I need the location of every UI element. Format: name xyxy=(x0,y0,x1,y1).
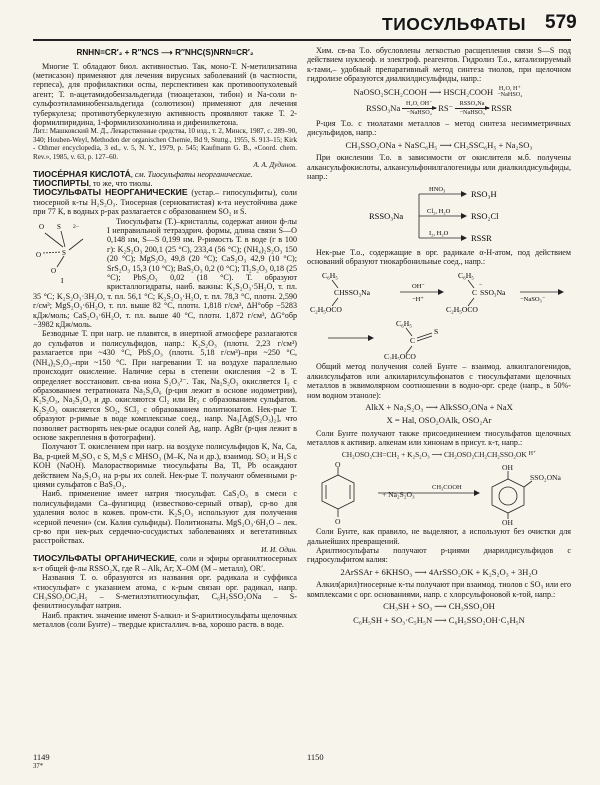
svg-text:I₂, H₂O: I₂, H₂O xyxy=(429,229,449,237)
svg-text:O: O xyxy=(335,461,341,470)
signature-mark: 37* xyxy=(33,763,44,770)
svg-text:OH: OH xyxy=(502,463,513,473)
equation-thiolate: CH₃SSO₂ONa + NaSC₆H₅ ⟶ CH₃SSC₆H₅ + Na₂SO₃ xyxy=(345,139,533,150)
svg-text:O: O xyxy=(39,222,45,231)
svg-text:C₂H₅OCO: C₂H₅OCO xyxy=(310,305,342,315)
paragraph-base-reaction: Нек-рые Т.о., содержащие в орг. радикале α-H-атом, под действием оснований образуют тиокарбонильные соед., напр.: xyxy=(307,247,571,266)
page-header xyxy=(0,0,600,46)
svg-text:Cl₂, H₂O: Cl₂, H₂O xyxy=(427,207,451,215)
thiosulfate-anion-structure xyxy=(33,219,101,285)
svg-text:RSSO₃Na: RSSO₃Na xyxy=(369,210,404,221)
svg-text:O: O xyxy=(36,250,42,259)
reactant: NaOSO₂SCH₂COOH ⟶ HSCH₂COOH xyxy=(353,86,494,97)
paragraph-addition: Соли Бунте получают также присоединением тиосульфатов щелочных металлов к активир. алкенам или хинонам в присут. к-т, напр.: xyxy=(307,428,571,448)
paragraph-preparation: Получают Т. окислением при нагр. на воздухе полисульфидов K, Na, Ca, Ba, р-цией M₂SO₃ с S, M₂S с MHSO₃ (M–K, Na и др.), взаимод. SO₂ и H₂S с KOH (NaOH). Малорастворимые тиосульфаты Ba, Tl, Pb осаждают действием Na₂S₂O₃ на р-ры их солей. Нек-рые Т. получают обменными р-циями сульфатов с BaS₂O₃. xyxy=(33,442,297,489)
running-title: ТИОСУЛЬФАТЫ xyxy=(382,14,526,34)
svg-text:RSO₂Cl: RSO₂Cl xyxy=(471,210,499,221)
svg-text:SSO₂ONa: SSO₂ONa xyxy=(530,473,561,483)
paragraph-oxidation: При окислении Т.о. в зависимости от окислителя м.б. получены алкансульфокислоты, алкансульфонилгалогениды или диалкилдисульфиды, напр.: xyxy=(307,153,571,182)
svg-text:I: I xyxy=(61,276,64,285)
header-rule xyxy=(33,39,571,41)
svg-text:+ Na₂S₂O₃: + Na₂S₂O₃ xyxy=(382,490,415,500)
paragraph-applications: Наиб. применение имеет натрия тиосульфат. CaS₂O₃ в смеси с полисульфидами Ca–фунгицид (известково-серный отвар), ср-во для удаления волос в кожев. пром-сти. K₂S₂O₃ используют для получения «серной печени» (см. Калия сульфиды). Политионаты. MgS₂O₃·6H₂O – лек. ср-во при нек-рых сердечно-сосудистых заболеваниях и вегетативных расстройствах. xyxy=(33,489,297,546)
equation-methanethiol: CH₃SH + SO₃ ⟶ CH₃SSO₂OH xyxy=(383,601,495,612)
paragraph-aryl-thiosulfates: Арилтиосульфаты получают р-циями диарилдисульфидов с гидросульфитом калия: xyxy=(307,546,571,565)
term-reference: , то же, что тиолы. xyxy=(88,178,153,188)
term-heading: ТИОСУЛЬФАТЫ ОРГАНИЧЕСКИЕ xyxy=(33,553,175,564)
equation-bunte-salt: AlkX + Na₂S₂O₃ ⟶ AlkSSO₂ONa + NaX xyxy=(365,401,513,412)
svg-text:O: O xyxy=(335,517,341,526)
paragraph-thiosulfuric-acids: Алкил(арил)тиосерные к-ты получают при взаимод. тиолов с SO₃ или его комплексами с орг. основаниями, напр. с хлорсульфоновой к-той, напр.: xyxy=(307,580,571,599)
term-heading: ТИОСЕ́РНАЯ КИСЛОТА́ xyxy=(33,168,131,179)
entry-inorganic-thiosulfates xyxy=(33,188,297,216)
term-heading: ТИОСПИРТЫ xyxy=(33,177,89,188)
svg-text:2−: 2− xyxy=(73,223,79,230)
thiocarbonyl-scheme xyxy=(308,268,570,360)
paragraph-bunte-salts: Наиб. практич. значение имеют S-алкил- и S-арилтиосульфаты щелочных металлов (соли Бунте) – твердые кристаллич. в-ва, хорошо раств. в воде. xyxy=(33,610,297,630)
reaction-conditions: H₂O, H⁺ −NaHSO₄ xyxy=(497,84,523,99)
equation-substituent-definition: X = Hal, OSO₂OAlk, OSO₂Ar xyxy=(386,415,492,426)
svg-text:C₂H₅OCO: C₂H₅OCO xyxy=(446,305,478,315)
page-number: 579 xyxy=(545,12,577,33)
equation-alkaline-hydrolysis: RSSO₃Na H₂O, OH⁻ −NaHSO₄ RS⁻ RSSO₃Na −NaHSO₃ RSSR xyxy=(366,99,512,117)
svg-text:CHSSO₃Na: CHSSO₃Na xyxy=(334,288,370,298)
svg-text:HNO₃: HNO₃ xyxy=(429,185,446,193)
svg-text:C₆H₅: C₆H₅ xyxy=(322,271,338,281)
svg-text:OH⁻: OH⁻ xyxy=(412,283,425,291)
svg-text:C: C xyxy=(410,336,416,346)
entry-organic-thiosulfates xyxy=(33,554,297,573)
left-page-number: 1149 xyxy=(33,752,50,762)
equation-aryl: 2ArSSAr + 6KHSO₃ ⟶ 4ArSSO₂OK + K₂S₂O₃ + 3H₂O xyxy=(340,566,538,577)
svg-text:−H⁺: −H⁺ xyxy=(412,296,424,304)
svg-text:S: S xyxy=(434,327,439,337)
equation-thiophenol: C₆H₅SH + SO₃·C₅H₅N ⟶ C₆H₅SSO₂OH·C₅H₅N xyxy=(353,614,525,625)
author-signature: И. И. Один. xyxy=(261,544,297,554)
reaction-arrow: H₂O, OH⁻ −NaHSO₄ xyxy=(402,101,436,117)
paragraph-general-method: Общий метод получения солей Бунте – взаимод. алкилгалогенидов, алкилсульфатов или алкиларилсульфонатов с тиосульфатами щелочных металлов в эквимолярном соотношении в водно-орг. среде (напр., в 50%-ном водном этаноле): xyxy=(307,362,571,400)
paragraph-thiolate-reaction: Р-ция Т.о. с тиолатами металлов – метод синтеза несимметричных дисульфидов, напр.: xyxy=(307,119,571,138)
svg-text:C₂H₅OCO: C₂H₅OCO xyxy=(384,352,416,361)
svg-text:S: S xyxy=(57,222,61,231)
svg-text:OH: OH xyxy=(502,518,513,526)
svg-text:CH₃COOH: CH₃COOH xyxy=(432,484,462,492)
svg-text:O: O xyxy=(51,266,57,275)
svg-text:C₆H₅: C₆H₅ xyxy=(396,319,412,329)
svg-text:S: S xyxy=(62,248,66,257)
entry-text: , соли и эфиры органилтиосерных к-т общей ф-лы RSSO₂X, где R – Alk, Ar; X–OM (M – металл), OR′. xyxy=(33,554,297,573)
term-reference: , см. Тиосульфаты неорганические. xyxy=(130,169,253,179)
equation-alkene-addition: CH₂OSO₂CH=CH₂ + K₂S₂O₃ ⟶ CH₂OSO₂CH₂CH₂SSO₂OK H⁺ xyxy=(341,449,537,459)
svg-text:C₆H₅: C₆H₅ xyxy=(458,271,474,281)
svg-text:C: C xyxy=(472,288,478,298)
paragraph-decomposition: Безводные Т. при нагр. не плавятся, в инертной атмосфере разлагаются до сульфатов и полисульфидов, напр.: K₂S₂O₃ (плотн. 2,23 г/см³) разлагается при ~430 °C, PbS₂O₃ (плотн. 5,18 г/см³)–при ~250 °C, (NH₄)₂S₂O₃–при ~150 °C. При нагревании Т. на воздухе параллельно происходит окисление. Наличие серы в степени окисления −2 в Т. определяет восстановит. св-ва иона S₂O₃²⁻. Так, Na₂S₂O₃ окисляется I₂ с образованием тетратионата Na₂S₄O₆ (р-ция лежит в основе иодометрии), K₂S₂O₃, Na₂S₂O₃ и др. окисляются Cl₂ или Br₂ с образованием сульфатов. K₂S₂O₃ окисляется SO₂, SCl₂ с образованием политионатов. Нек-рые Т. образуют р-римые в воде комплексные соед., напр. Na₃[Ag(S₂O₃)₂], что позволяет растворять нек-рые осадки солей Ag, напр. AgBr (р-ция лежит в основе закрепления в фотографии). xyxy=(33,329,297,442)
author-signature: А. А. Дудинов. xyxy=(253,159,297,169)
right-page-number: 1150 xyxy=(307,752,324,762)
right-column xyxy=(307,46,571,742)
svg-text:−: − xyxy=(479,282,483,289)
svg-text:RSSR: RSSR xyxy=(471,232,492,243)
paragraph-no-isolation: Соли Бунте, как правило, не выделяют, а используют без очистки для дальнейших превращений. xyxy=(307,527,571,546)
equation-thiosemicarbazone: RNHN=CR′₂ + R″NCS ⟶ R″NHC(S)NRN=CR′₂ xyxy=(76,48,254,57)
quinone-scheme xyxy=(308,461,570,525)
svg-text:RSO₃H: RSO₃H xyxy=(471,188,497,199)
literature-list: Лит.: Машковский М. Д., Лекарственные средства, 10 изд., т. 2, Минск, 1987, с. 289–90, 340; Houben-Weyl, Methoden der organischen Chemie, Bd 9, Stuttg., 1955, S. 913–15; Kirk - Othmer encyclopedia, 3 ed., v. 5, N. Y., 1979, p. 545; Kaufmann G. B., «Coord. chem. Rev.», 1985, v. 63, p. 127–60. xyxy=(33,127,297,161)
equation-acid-hydrolysis xyxy=(307,86,571,99)
left-column xyxy=(33,46,297,742)
reaction-arrow: RSSO₃Na −NaHSO₃ xyxy=(455,101,489,117)
paragraph-bioactivity: Многие Т. обладают биол. активностью. Так, моно-Т. N-метилизатина (метисазон) применяют для лечения вирусных заболеваний (в частности, герпеса), для профилактики оспы, перспективен как противоопухолевый агент; Т. n-ацетамидобензальдегида (тиоацетазон, тибон) и Na-соли n-сульфоэтиламинобензальдегида (солютизон) применяют для лечения туберкулеза; противотуберкулезную активность проявляют также Т. 2-формилпиридина, 1-формилизохинолина и дифенилкетона. xyxy=(33,61,297,127)
term-heading: ТИОСУЛЬФАТЫ НЕОРГАНИЧЕСКИЕ xyxy=(33,187,188,198)
svg-text:−NaSO₃⁻: −NaSO₃⁻ xyxy=(520,296,546,304)
paragraph-chemical-properties: Хим. св-ва Т.о. обусловлены легкостью расщепления связи S—S под действием нуклеоф. и электроф. реагентов. Гидролиз Т.о., катализируемый к-тами,– удобный препаративный метод синтеза тиолов, при щелочном гидролизе образуются диалкилдисульфиды, напр.: xyxy=(307,46,571,84)
oxidation-scheme xyxy=(339,184,539,246)
svg-text:SSO₃Na: SSO₃Na xyxy=(480,288,506,298)
paragraph-structure-properties: Тиосульфаты (Т.)–кристаллы, содержат анион ф-лы I неправильной тетраэдрич. формы, длина связи S—O 0,148 нм, S—S 0,199 нм. Р-римость Т. в воде (г в 100 г): K₂S₂O₃ 200,1 (25 °C), 233,4 (56 °C); (NH₄)₂S₂O₃ 150 (20 °C); MgS₂O₃ 49,8 (20 °C); CaS₂O₃ 42,9 (10 °C); SrS₂O₃ 15,3 (10 °C); BaS₂O₃ 0,2 (0 °C); Tl₂S₂O₃ 0,18 (25 °C); PbS₂O₃ 0,02 (18 °C). Т. образуют кристаллогидраты, наиб. важны: K₂S₂O₃·5H₂O, т. пл. 35 °C; K₂S₂O₃·3H₂O, т. пл. 56,1 °C; K₂S₂O₃·H₂O, т. пл. 78,3 °C, плотн. 2,590 г/см³; MgS₂O₃·6H₂O, т. пл. выше 82 °C, плотн. 1,818 г/см³, ΔH°обр −5283 кДж/моль; CaS₂O₃·6H₂O, т. пл. выше 40 °C, плотн. 1,872 г/см³, ΔG°обр −3982 кДж/моль. xyxy=(33,216,297,330)
entry-text: (устар.– гипосульфиты), соли тиосерной к-ты H₂S₂O₃. Тиосерная (серноватистая) к-та неустойчива даже при 77 К, в водных р-рах разлагается с образованием SO₂ и S. xyxy=(33,188,297,217)
paragraph-nomenclature: Названия Т. о. образуются из названия орг. радикала и суффикса «тиосульфат» с указанием атома, с к-рым связан орг. радикал, напр. CH₃SSO₂OC₂H₅ – S-метилэтилтиосульфат, C₆H₅SSO₂ONa – S-фенилтиосульфат натрия. xyxy=(33,573,297,611)
